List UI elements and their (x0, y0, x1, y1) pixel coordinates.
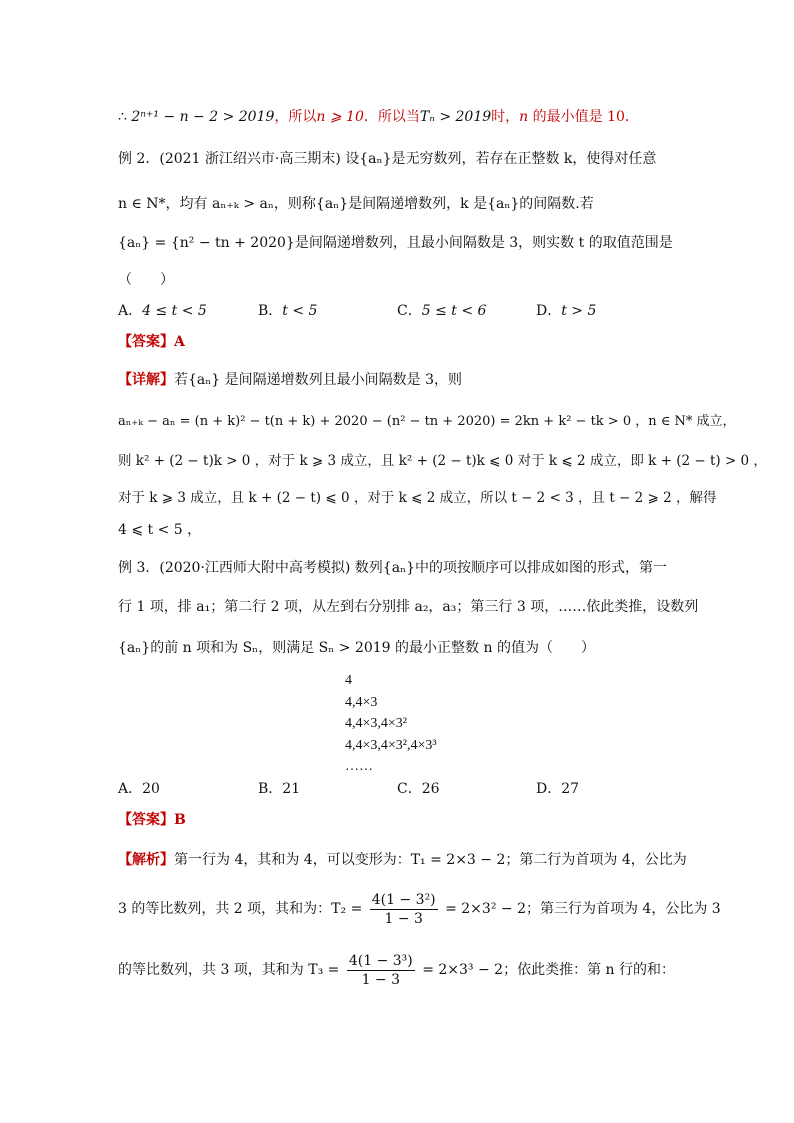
condition: Tₙ > 2019 (419, 109, 492, 125)
option-a: A．4 ≤ t < 5 (118, 303, 207, 319)
example-3-line-3: {aₙ}的前 n 项和为 Sₙ，则满足 Sₙ > 2019 的最小正整数 n 的值为（ ） (118, 640, 595, 656)
option-b: B．t < 5 (258, 303, 318, 319)
fraction: $\frac{\text{4(1 − 3²)}}{1 - 3}$ (371, 891, 436, 927)
example-2-line-2: n ∈ N*，均有 aₙ₊ₖ > aₙ，则称{aₙ}是间隔递增数列，k 是{aₙ}的间隔数.若 (118, 196, 594, 212)
answer-line (118, 810, 186, 830)
inequality: 2ⁿ⁺¹ − n − 2 > 2019 (131, 109, 275, 125)
analysis-line-2: 3 的等比数列，共 2 项，其和为：T₂ = $\frac{\text{4(1 − 3²)}}{1 - 3}$ = 2×3² − 2；第三行为首项为 4，公比为 3 (118, 891, 721, 927)
example-2-line-3: {aₙ} = {n² − tn + 2020}是间隔递增数列，且最小间隔数是 3，则实数 t 的取值范围是 (118, 235, 673, 251)
answer-label: 【答案】 (118, 812, 174, 828)
text-segment: 的最小值是 10． (528, 109, 639, 125)
option-c: C．26 (397, 781, 440, 797)
text-segment: 时， (491, 109, 520, 125)
triangle-row: 4,4×3,4×3² (345, 716, 407, 731)
text-segment: ．所以当 (363, 109, 420, 125)
detail-line-1: 【详解】若{aₙ} 是间隔递增数列且最小间隔数是 3，则 (118, 372, 463, 388)
detail-label: 【详解】 (118, 372, 174, 388)
triangle-row: 4 (345, 673, 352, 688)
example-2-line-4: （ ） (118, 272, 174, 288)
example-3-line-2: 行 1 项，排 a₁；第二行 2 项，从左到右分别排 a₂，a₃；第三行 3 项，……依此类推，设数列 (118, 599, 699, 615)
detail-line-3: 则 k² + (2 − t)k > 0 ，对于 k ⩾ 3 成立，且 k² + (2 − t)k ⩽ 0 对于 k ⩽ 2 成立，即 k + (2 − t) > 0 ， (118, 453, 767, 469)
option-d: D．t > 5 (536, 303, 597, 319)
text-segment: ，所以 (274, 109, 317, 125)
example-2-line-1: 例 2．(2021 浙江绍兴市·高三期末) 设{aₙ}是无穷数列，若存在正整数 k，使得对任意 (118, 151, 657, 167)
condition: n ⩾ 10 (316, 109, 364, 125)
detail-line-4: 对于 k ⩾ 3 成立，且 k + (2 − t) ⩽ 0 ，对于 k ⩽ 2 成立，所以 t − 2 < 3 ，且 t − 2 ⩾ 2 ，解得 (118, 490, 717, 506)
option-a: A．20 (118, 781, 160, 797)
fraction: $\frac{\text{4(1 − 3³)}}{1 - 3}$ (348, 952, 413, 988)
analysis-line-3: 的等比数列，共 3 项，其和为 T₃ = $\frac{\text{4(1 − 3³)}}{1 - 3}$ = 2×3³ − 2；依此类推：第 n 行的和： (118, 952, 675, 988)
analysis-label: 【解析】 (118, 852, 174, 868)
answer-value: B (174, 812, 186, 828)
triangle-row: …… (345, 759, 373, 774)
triangle-row: 4,4×3 (345, 695, 378, 710)
triangle-row: 4,4×3,4×3²,4×3³ (345, 738, 437, 753)
detail-line-5: 4 ⩽ t < 5 ， (118, 522, 202, 538)
variable: n (519, 109, 529, 125)
answer-value: A (174, 334, 185, 350)
detail-equation: aₙ₊ₖ − aₙ = (n + k)² − t(n + k) + 2020 − (n² − tn + 2020) = 2kn + k² − tk > 0 ，n ∈ N* 成立， (118, 414, 736, 429)
analysis-line-1: 【解析】第一行为 4，其和为 4，可以变形为：T₁ = 2×3 − 2；第二行为首项为 4，公比为 (118, 852, 687, 868)
therefore-symbol: ∴ (118, 109, 127, 125)
option-b: B．21 (258, 781, 301, 797)
previous-conclusion (118, 107, 639, 127)
answer-line (118, 332, 185, 352)
example-3-line-1: 例 3．(2020·江西师大附中高考模拟) 数列{aₙ}中的项按顺序可以排成如图的形式，第一 (118, 560, 668, 576)
option-c: C．5 ≤ t < 6 (397, 303, 487, 319)
option-d: D．27 (536, 781, 580, 797)
answer-label: 【答案】 (118, 334, 174, 350)
